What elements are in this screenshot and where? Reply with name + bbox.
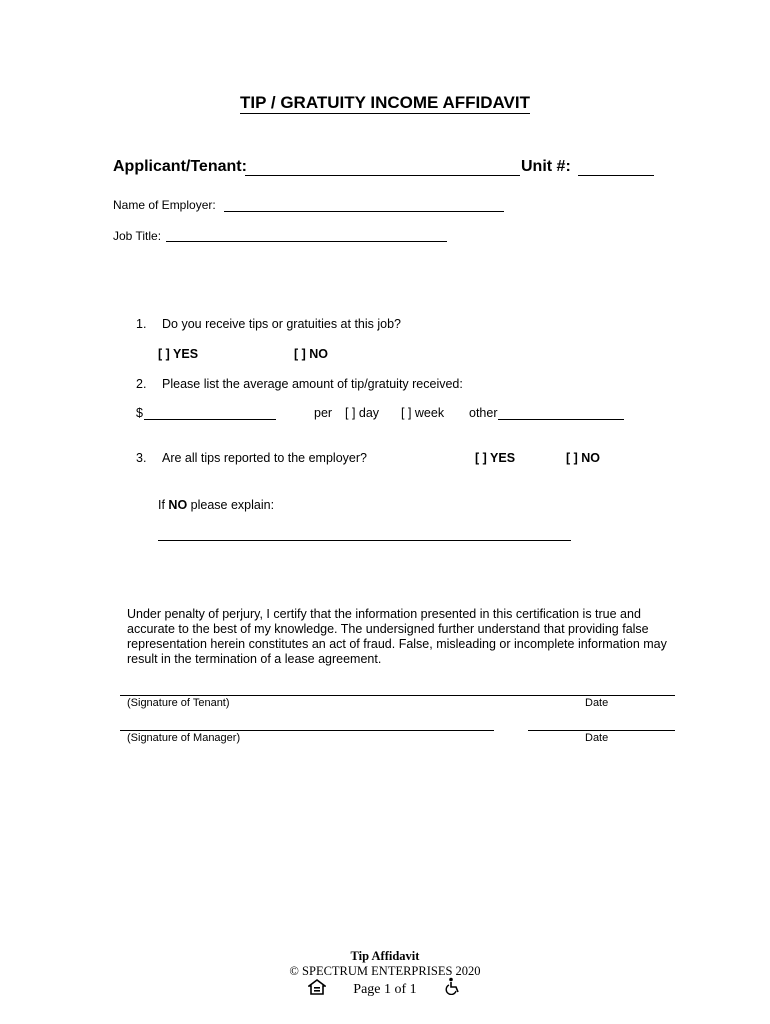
equal-housing-icon: [308, 979, 326, 995]
q3-number: 3.: [136, 451, 147, 465]
q3-no-checkbox[interactable]: [ ] NO: [566, 451, 601, 465]
q1-yes-checkbox[interactable]: [ ] YES: [158, 347, 199, 361]
job-title-field[interactable]: [166, 241, 447, 242]
q1-number: 1.: [136, 317, 147, 331]
q2-other-field[interactable]: [498, 419, 624, 420]
q3-text: Are all tips reported to the employer?: [162, 451, 367, 465]
q2-amount-field[interactable]: [144, 419, 276, 420]
unit-field[interactable]: [578, 175, 654, 176]
accessibility-icon: [445, 977, 463, 995]
q2-other-label: other: [469, 406, 498, 420]
q3-yes-checkbox[interactable]: [ ] YES: [475, 451, 516, 465]
footer-copyright: © SPECTRUM ENTERPRISES 2020: [289, 964, 481, 978]
q1-no-checkbox[interactable]: [ ] NO: [294, 347, 329, 361]
q2-week-checkbox[interactable]: [ ] week: [401, 406, 445, 420]
unit-label: Unit #:: [521, 158, 571, 175]
employer-field[interactable]: [224, 211, 504, 212]
tenant-signature-label: (Signature of Tenant): [127, 697, 230, 709]
q2-per-label: per: [314, 406, 333, 420]
footer-page-number: Page 1 of 1: [353, 982, 417, 997]
applicant-label: Applicant/Tenant:: [113, 158, 247, 175]
q2-text: Please list the average amount of tip/gratuity received:: [162, 377, 463, 391]
page-title: TIP / GRATUITY INCOME AFFIDAVIT: [240, 93, 530, 112]
q2-dollar-sign: $: [136, 406, 143, 420]
manager-date-label: Date: [585, 732, 609, 744]
q2-number: 2.: [136, 377, 147, 391]
tenant-date-label: Date: [585, 697, 609, 709]
q2-day-checkbox[interactable]: [ ] day: [345, 406, 380, 420]
explain-field[interactable]: [158, 540, 571, 541]
manager-signature-line[interactable]: [120, 730, 494, 731]
applicant-field[interactable]: [245, 175, 520, 176]
explain-label: If NO please explain:: [158, 498, 275, 512]
q1-text: Do you receive tips or gratuities at this job?: [162, 317, 402, 331]
manager-signature-label: (Signature of Manager): [127, 732, 241, 744]
employer-label: Name of Employer:: [113, 198, 216, 212]
manager-date-line[interactable]: [528, 730, 675, 731]
certification-text: Under penalty of perjury, I certify that the information presented in this certification is true and accurate to the best of my knowledge. The undersigned further understand that providing false representation herein constitutes an act of fraud. False, misleading or incomplete information may result in the termination of a lease agreement.: [127, 607, 667, 666]
job-title-label: Job Title:: [113, 229, 162, 243]
tenant-signature-line[interactable]: [120, 695, 675, 696]
footer-doc-name: Tip Affidavit: [350, 949, 420, 963]
